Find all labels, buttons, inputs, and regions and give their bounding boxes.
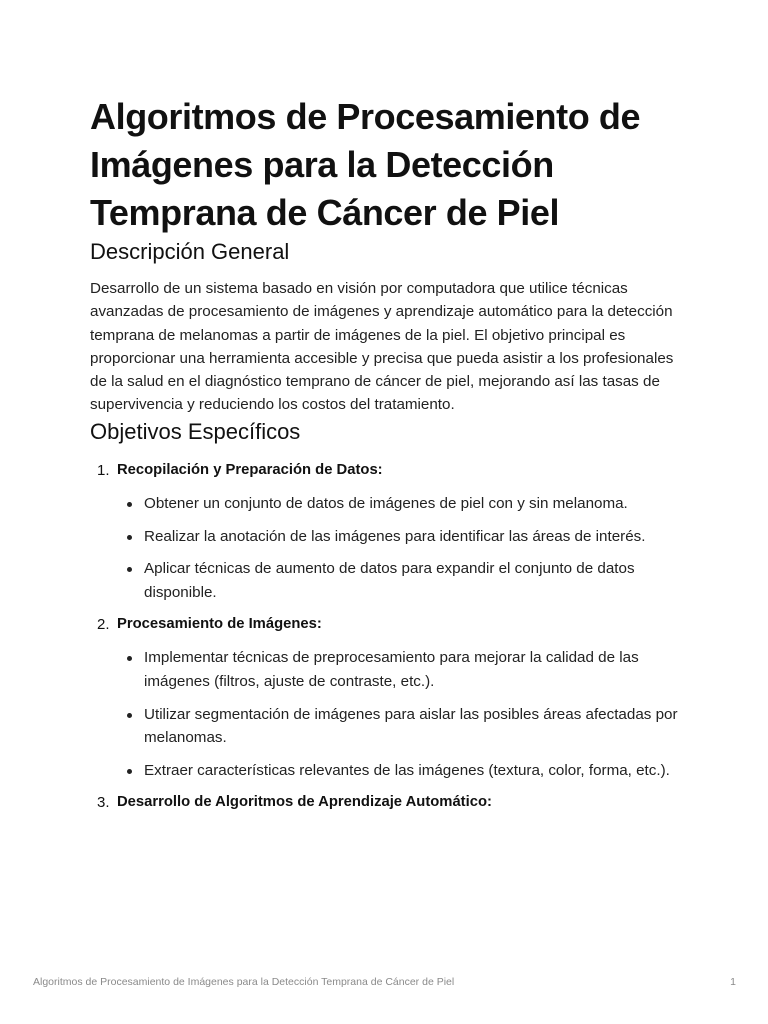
objective-number: 3. — [97, 794, 110, 812]
overview-heading: Descripción General — [90, 239, 290, 264]
document-title: Algoritmos de Procesamiento de Imágenes para la Detección Temprana de Cáncer de Piel — [90, 96, 641, 233]
footer-page-number: 1 — [730, 976, 736, 988]
task-item: Obtener un conjunto de datos de imágenes de piel con y sin melanoma. — [117, 492, 690, 515]
objective-item — [90, 459, 690, 604]
objective-title: Desarrollo de Algoritmos de Aprendizaje Automático: — [117, 794, 492, 811]
objective-title: Recopilación y Preparación de Datos: — [117, 461, 383, 478]
task-item: Utilizar segmentación de imágenes para aislar las posibles áreas afectadas por melanomas. — [117, 703, 690, 750]
task-item: Realizar la anotación de las imágenes para identificar las áreas de interés. — [117, 525, 690, 548]
task-list — [117, 492, 690, 604]
task-item: Extraer características relevantes de las imágenes (textura, color, forma, etc.). — [117, 759, 690, 782]
task-list — [117, 646, 690, 781]
objective-item — [90, 791, 690, 814]
objectives-heading: Objetivos Específicos — [90, 418, 301, 444]
task-item: Aplicar técnicas de aumento de datos para expandir el conjunto de datos disponible. — [117, 557, 690, 604]
objectives-list — [90, 459, 690, 815]
task-item: Implementar técnicas de preprocesamiento para mejorar la calidad de las imágenes (filtros, ajuste de contraste, etc.). — [117, 646, 690, 693]
page-content — [90, 93, 690, 814]
objective-number: 2. — [97, 616, 110, 634]
objective-title: Procesamiento de Imágenes: — [117, 616, 322, 633]
footer-document-title: Algoritmos de Procesamiento de Imágenes para la Detección Temprana de Cáncer de Piel — [33, 976, 455, 988]
objective-number: 1. — [97, 461, 110, 479]
objective-item — [90, 613, 690, 781]
overview-paragraph: Desarrollo de un sistema basado en visión por computadora que utilice técnicas avanzadas de procesamiento de imágenes y aprendizaje automático para la detección temprana de melanomas a partir de imágenes de la piel. El objetivo principal es proporcionar una herramienta accesible y precisa que pueda asistir a los profesionales de la salud en el diagnóstico temprano de cáncer de piel, mejorando así las tasas de supervivencia y reduciendo los costos del tratamiento. — [90, 280, 674, 414]
